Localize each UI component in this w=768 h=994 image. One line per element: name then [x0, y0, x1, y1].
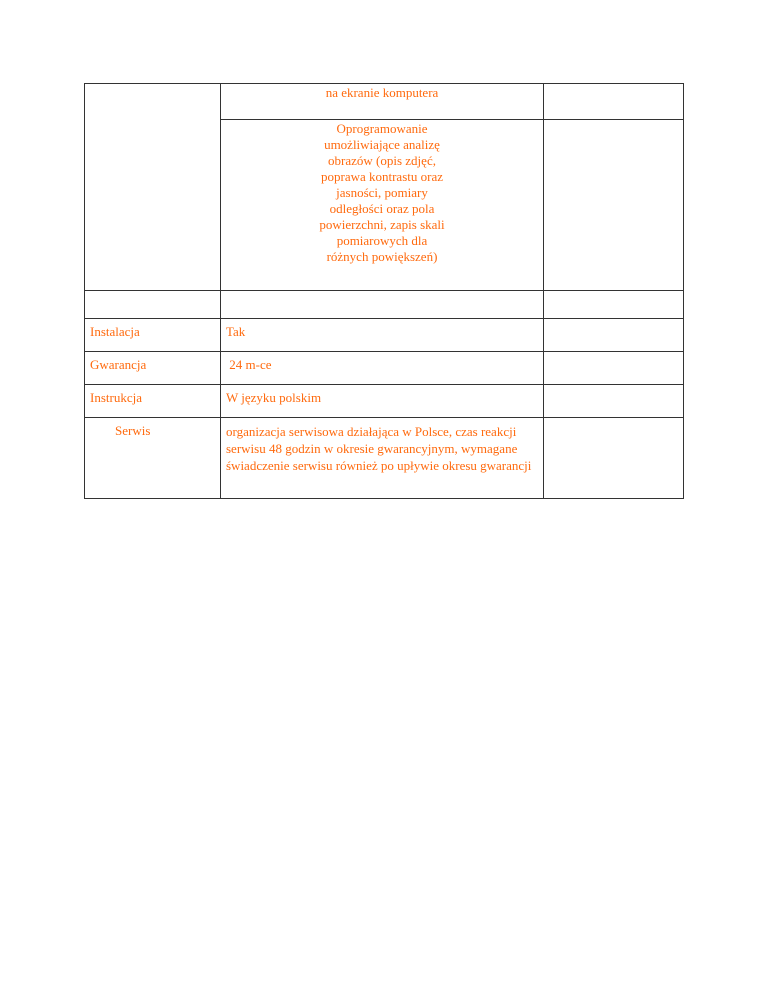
screen-cell-text: na ekranie komputera — [325, 85, 439, 100]
table-row — [85, 352, 684, 385]
empty-cell — [544, 319, 684, 352]
screen-cell — [221, 84, 544, 120]
row-value: 24 m-ce — [221, 352, 544, 385]
empty-cell — [544, 385, 684, 418]
empty-cell — [221, 291, 544, 319]
table-row — [85, 319, 684, 352]
software-cell-text: Oprogramowanie umożliwiające analizę obrazów (opis zdjęć, poprawa kontrastu oraz jasności, pomiary odległości oraz pola powierzchni, zapis skali pomiarowych dla różnych powiększeń) — [319, 121, 445, 264]
empty-cell — [544, 120, 684, 291]
table-row — [85, 385, 684, 418]
empty-cell — [85, 84, 221, 291]
row-value: W języku polskim — [221, 385, 544, 418]
empty-cell — [85, 291, 221, 319]
empty-cell — [544, 291, 684, 319]
table-row — [85, 418, 684, 499]
row-value — [221, 418, 544, 499]
row-value: Tak — [221, 319, 544, 352]
row-label: Serwis — [85, 418, 221, 499]
row-label: Gwarancja — [85, 352, 221, 385]
row-label: Instrukcja — [85, 385, 221, 418]
empty-cell — [544, 84, 684, 120]
empty-cell — [544, 352, 684, 385]
table-row — [85, 291, 684, 319]
serwis-text: organizacja serwisowa działająca w Polsce, czas reakcji serwisu 48 godzin w okresie gwarancyjnym, wymagane świadczenie serwisu również po upływie okresu gwarancji — [226, 424, 532, 473]
empty-cell — [544, 418, 684, 499]
row-label: Instalacja — [85, 319, 221, 352]
specification-table — [84, 83, 684, 499]
table-row — [85, 84, 684, 120]
software-cell — [221, 120, 544, 291]
